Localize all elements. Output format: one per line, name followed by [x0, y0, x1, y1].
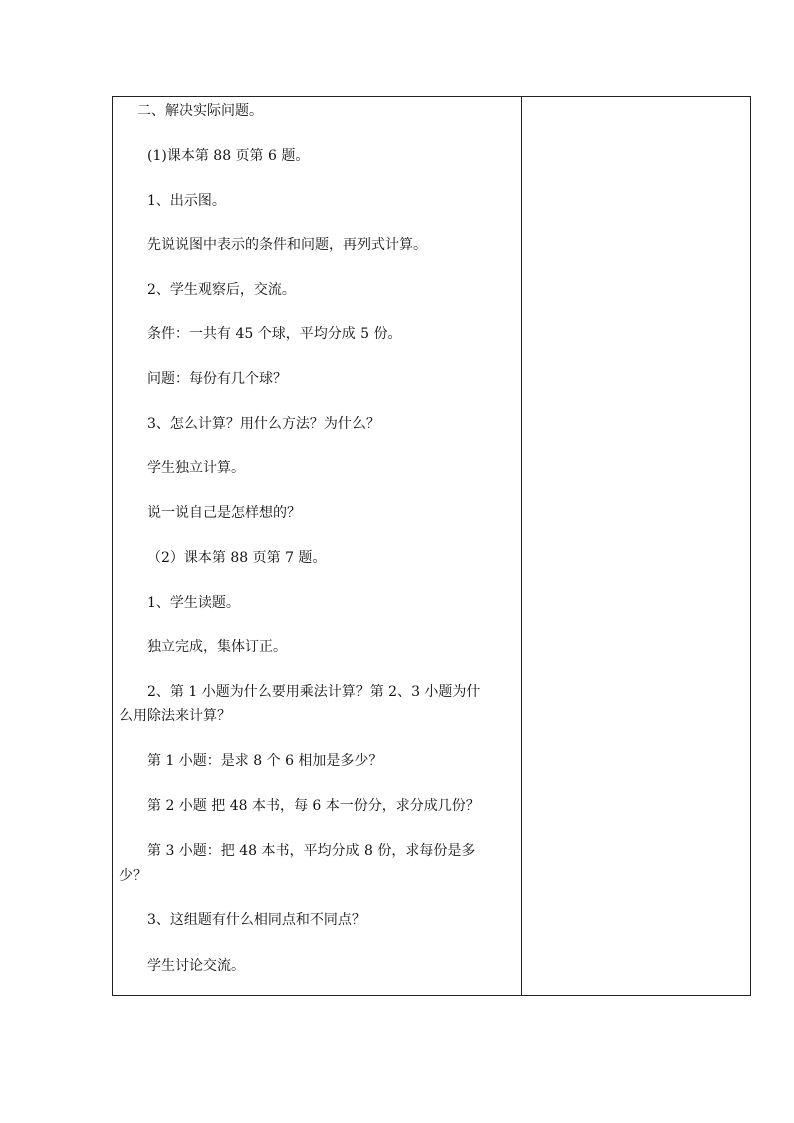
item1-question: 问题：每份有几个球？ — [147, 371, 287, 387]
item2-title: （2）课本第 88 页第 7 题。 — [147, 550, 327, 566]
item2-q3-line1: 第 3 小题：把 48 本书，平均分成 8 份，求每份是多 — [147, 843, 476, 859]
item1-step3: 3、怎么计算？用什么方法？为什么？ — [147, 416, 380, 432]
lesson-content-cell — [113, 97, 521, 995]
item1-step1: 1、出示图。 — [147, 193, 226, 209]
item1-instruction: 先说说图中表示的条件和问题，再列式计算。 — [147, 237, 427, 253]
item1-independent: 学生独立计算。 — [147, 460, 245, 476]
item2-step2-line1: 2、第 1 小题为什么要用乘法计算？第 2、3 小题为什 — [147, 684, 481, 700]
item2-step1: 1、学生读题。 — [147, 595, 240, 611]
item2-q3-line2: 少？ — [119, 868, 147, 884]
item2-step2-line2: 么用除法来计算？ — [119, 708, 231, 724]
item2-discuss: 学生讨论交流。 — [147, 958, 245, 974]
item1-condition: 条件：一共有 45 个球，平均分成 5 份。 — [147, 326, 402, 342]
item2-q2: 第 2 小题 把 48 本书，每 6 本一份分，求分成几份？ — [147, 798, 480, 814]
section-title: 二、解决实际问题。 — [137, 103, 263, 119]
item2-complete: 独立完成，集体订正。 — [147, 639, 287, 655]
item2-q1: 第 1 小题：是求 8 个 6 相加是多少？ — [147, 753, 383, 769]
item1-step2: 2、学生观察后，交流。 — [147, 282, 296, 298]
item1-title: (1)课本第 88 页第 6 题。 — [147, 148, 310, 164]
item2-step3: 3、这组题有什么相同点和不同点？ — [147, 912, 366, 928]
notes-cell — [522, 97, 750, 995]
lesson-table — [112, 96, 751, 996]
item1-explain: 说一说自己是怎样想的？ — [147, 505, 301, 521]
